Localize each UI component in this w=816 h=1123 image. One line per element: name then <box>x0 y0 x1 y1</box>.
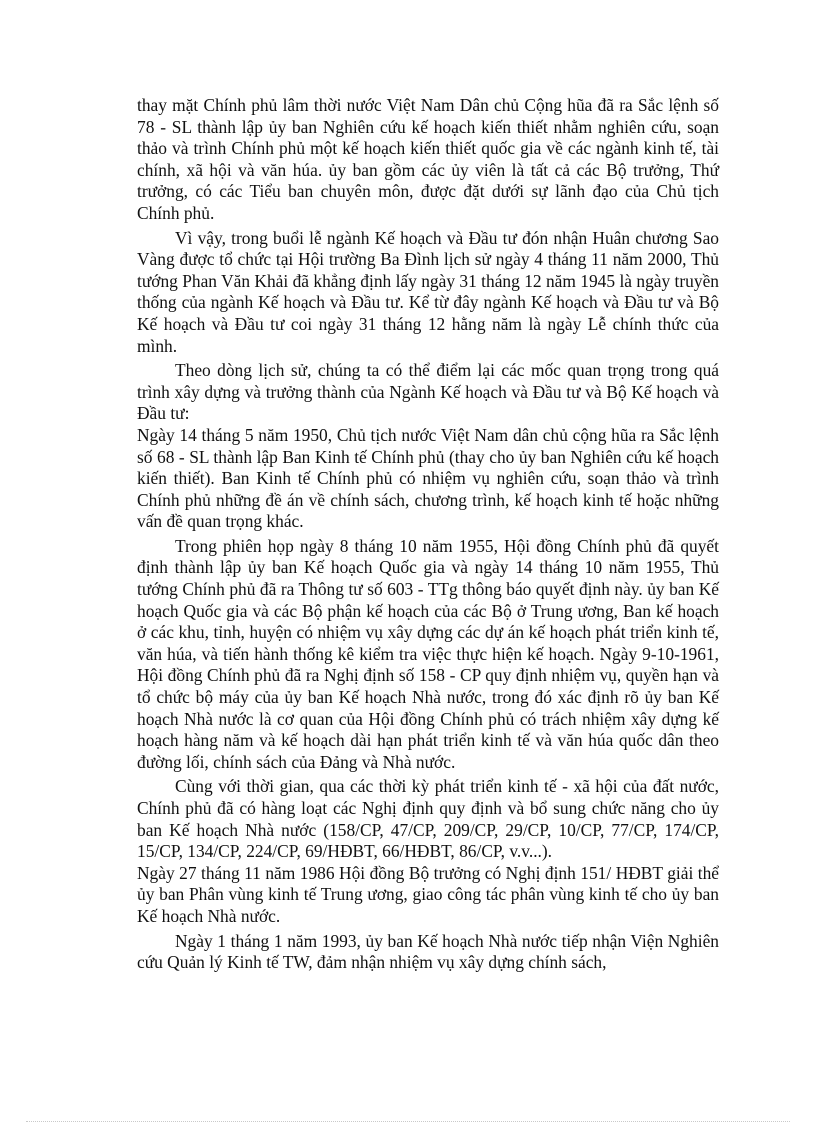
paragraph: Trong phiên họp ngày 8 tháng 10 năm 1955, Hội đồng Chính phủ đã quyết định thành lập ủy ban Kế hoạch Quốc gia và ngày 14 tháng 10 năm 1955, Thủ tướng Chính phủ đã ra Thông tư số 603 - TTg thông báo quyết định này. ủy ban Kế hoạch Quốc gia và các Bộ phận kế hoạch của các Bộ ở Trung ương, Ban kế hoạch ở các khu, tỉnh, huyện có nhiệm vụ xây dựng các dự án kế hoạch phát triển kinh tế, văn húa, và tiến hành thống kê kiểm tra việc thực hiện kế hoạch. Ngày 9-10-1961, Hội đồng Chính phủ đã ra Nghị định số 158 - CP quy định nhiệm vụ, quyền hạn và tổ chức bộ máy của ủy ban Kế hoạch Nhà nước, trong đó xác định rõ ủy ban Kế hoạch Nhà nước là cơ quan của Hội đồng Chính phủ có trách nhiệm xây dựng kế hoạch hàng năm và kế hoạch dài hạn phát triển kinh tế và văn húa quốc dân theo đường lối, chính sách của Đảng và Nhà nước. <box>137 535 719 772</box>
paragraph: Ngày 14 tháng 5 năm 1950, Chủ tịch nước Việt Nam dân chủ cộng hũa ra Sắc lệnh số 68 - SL thành lập Ban Kinh tế Chính phủ (thay cho ủy ban Nghiên cứu kế hoạch kiến thiết). Ban Kinh tế Chính phủ có nhiệm vụ nghiên cứu, soạn thảo và trình Chính phủ những đề án về chính sách, chương trình, kế hoạch kinh tế hoặc những vấn đề quan trọng khác. <box>137 424 719 532</box>
page-bottom-divider <box>26 1121 790 1122</box>
paragraph: Ngày 1 tháng 1 năm 1993, ủy ban Kế hoạch Nhà nước tiếp nhận Viện Nghiên cứu Quản lý Kinh tế TW, đảm nhận nhiệm vụ xây dựng chính sách, <box>137 930 719 973</box>
paragraph: thay mặt Chính phủ lâm thời nước Việt Nam Dân chủ Cộng hũa đã ra Sắc lệnh số 78 - SL thành lập ủy ban Nghiên cứu kế hoạch kiến thiết nhằm nghiên cứu, soạn thảo và trình Chính phủ một kế hoạch kiến thiết quốc gia về các ngành kinh tế, tài chính, xã hội và văn húa. ủy ban gồm các ủy viên là tất cả các Bộ trưởng, Thứ trưởng, có các Tiểu ban chuyên môn, được đặt dưới sự lãnh đạo của Chủ tịch Chính phủ. <box>137 95 719 223</box>
paragraph: Vì vậy, trong buổi lễ ngành Kế hoạch và Đầu tư đón nhận Huân chương Sao Vàng được tổ chức tại Hội trường Ba Đình lịch sử ngày 4 tháng 11 năm 2000, Thủ tướng Phan Văn Khải đã khẳng định lấy ngày 31 tháng 12 năm 1945 là ngày truyền thống của ngành Kế hoạch và Đầu tư. Kể từ đây ngành Kế hoạch và Đầu tư và Bộ Kế hoạch và Đầu tư coi ngày 31 tháng 12 hằng năm là ngày Lễ chính thức của mình. <box>137 227 719 356</box>
paragraph: Cùng với thời gian, qua các thời kỳ phát triển kinh tế - xã hội của đất nước, Chính phủ đã có hàng loạt các Nghị định quy định và bổ sung chức năng cho ủy ban Kế hoạch Nhà nước (158/CP, 47/CP, 209/CP, 29/CP, 10/CP, 77/CP, 174/CP, 15/CP, 134/CP, 224/CP, 69/HĐBT, 66/HĐBT, 86/CP, v.v...). <box>137 776 719 862</box>
paragraph: Theo dòng lịch sử, chúng ta có thể điểm lại các mốc quan trọng trong quá trình xây dựng và trưởng thành của Ngành Kế hoạch và Đầu tư và Bộ Kế hoạch và Đầu tư: <box>137 360 719 424</box>
body-text <box>137 95 719 974</box>
paragraph: Ngày 27 tháng 11 năm 1986 Hội đồng Bộ trưởng có Nghị định 151/ HĐBT giải thể ủy ban Phân vùng kinh tế Trung ương, giao công tác phân vùng kinh tế cho ủy ban Kế hoạch Nhà nước. <box>137 862 719 926</box>
